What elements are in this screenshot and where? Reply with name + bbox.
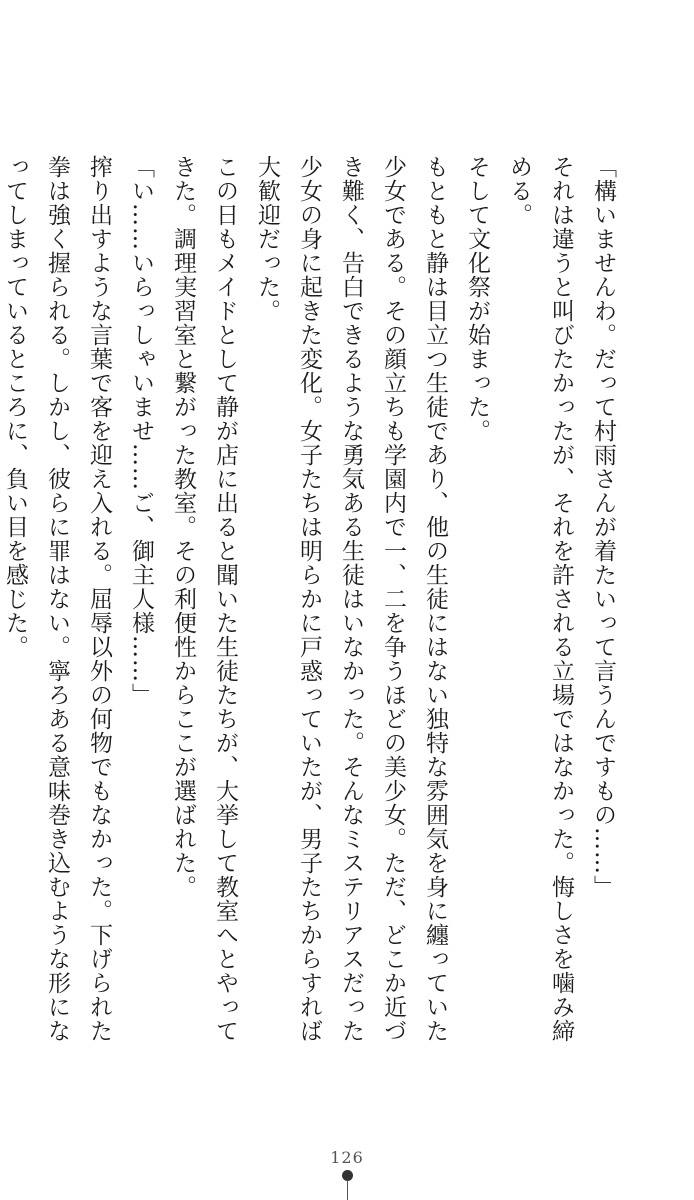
page-number: 126 <box>330 1148 364 1167</box>
paragraph: そして文化祭が始まった。 <box>464 155 490 443</box>
paragraph: それは違うと叫びたかったが、それを許される立場ではなかった。悔しさを噛み締める。 <box>506 155 574 1043</box>
page-marker-icon <box>342 1170 353 1200</box>
paragraph: 「構いませんわ。だって村雨さんが着たいって言うんですもの……」 <box>590 155 616 899</box>
paragraph: 「い……いらっしゃいませ……ご、御主人様……」 <box>128 155 154 707</box>
marker-stem <box>347 1180 348 1200</box>
paragraph: もともと静は目立つ生徒であり、他の生徒にはない独特な雰囲気を身に纏っていた少女である。その顔立ちも学園内で一、二を争うほどの美少女。ただ、どこか近づき難く、告白できるような勇気ある生徒はいなかった。そんなミステリアスだった少女の身に起きた変化。女子たちは明らかに戸惑っていたが、男子たちからすれば大歓迎だった。 <box>254 155 448 1043</box>
paragraph: この日もメイドとして静が店に出ると聞いた生徒たちが、大挙して教室へとやってきた。調理実習室と繋がった教室。その利便性からここが選ばれた。 <box>170 155 238 1043</box>
paragraph: 搾り出すような言葉で客を迎え入れる。屈辱以外の何物でもなかった。下げられた拳は強く握られる。しかし、彼らに罪はない。寧ろある意味巻き込むような形になってしまっているところに、負い目を感じた。 <box>2 155 112 1043</box>
vertical-text-body <box>2 155 624 1055</box>
